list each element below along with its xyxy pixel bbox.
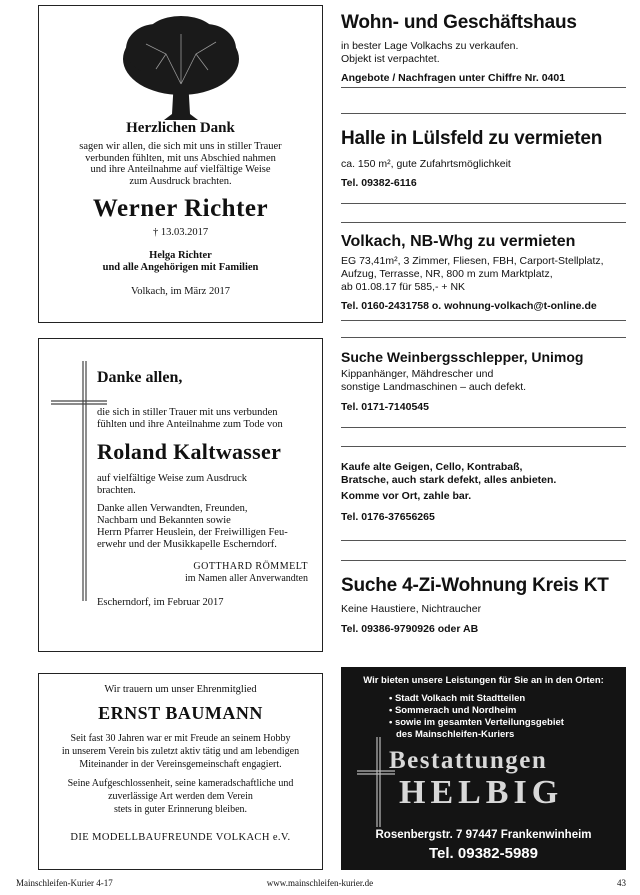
helbig-address: Rosenbergstr. 7 97447 Frankenwinheim [375, 829, 592, 841]
obit1-line: zum Ausdruck brachten. [129, 175, 232, 187]
obituary-roland-kaltwasser [38, 338, 323, 652]
obit2-para-line: brachten. [97, 485, 136, 496]
ad-line: sonstige Landmaschinen – auch defekt. [341, 381, 527, 393]
ad-line: Komme vor Ort, zahle bar. [341, 490, 472, 502]
ad-title: Suche 4-Zi-Wohnung Kreis KT [341, 575, 609, 596]
footer-center: www.mainschleifen-kurier.de [266, 878, 374, 888]
obit3-para-line: Miteinander in der Vereinsgemeinschaft engagiert. [79, 759, 282, 770]
obit2-para-line: Herrn Pfarrer Heuslein, der Freiwilligen Feu- [97, 527, 288, 538]
ad-line: Aufzug, Terrasse, NR, 800 m zum Marktplatz, [341, 268, 553, 280]
helbig-bullet: • sowie im gesamten Verteilungsgebiet [389, 717, 564, 728]
divider [341, 320, 626, 321]
ad-contact: Tel. 0160-2431758 o. wohnung-volkach@t-online.de [341, 300, 597, 312]
obit1-line: und ihre Anteilnahme auf vielfältige Weise [90, 164, 271, 175]
obit1-place: Volkach, im März 2017 [131, 286, 230, 297]
obit3-sign: DIE MODELLBAUFREUNDE VOLKACH e.V. [70, 832, 291, 843]
obit3-para-line: Seine Aufgeschlossenheit, seine kameradschaftliche und [67, 778, 294, 789]
ad-title: Suche Weinbergsschlepper, Unimog [341, 349, 584, 365]
ad-4-zi-wohnung [341, 575, 626, 636]
helbig-ad [341, 667, 626, 870]
divider [341, 87, 626, 88]
ad-contact: Tel. 0171-7140545 [341, 401, 429, 413]
obit2-place: Escherndorf, im Februar 2017 [97, 597, 224, 608]
divider [341, 203, 626, 204]
obit1-name: Werner Richter [92, 195, 269, 222]
obit3-para-line: Seit fast 30 Jahren war er mit Freude an seinem Hobby [70, 733, 291, 744]
divider [341, 540, 626, 541]
obit1-heading: Herzlichen Dank [126, 120, 235, 136]
obit2-para-line: Nachbarn und Bekannten sowie [97, 515, 231, 526]
ad-wohn-geschaeftshaus [341, 12, 626, 85]
ad-line: Bratsche, auch stark defekt, alles anbieten. [341, 474, 557, 486]
ad-title: Volkach, NB-Whg zu vermieten [341, 233, 576, 250]
obit1-family2: und alle Angehörigen mit Familien [102, 262, 259, 273]
ad-title: Halle in Lülsfeld zu vermieten [341, 128, 603, 149]
obit2-sign2: im Namen aller Anverwandten [184, 573, 308, 584]
ad-contact: Angebote / Nachfragen unter Chiffre Nr. 0401 [341, 72, 566, 84]
ad-volkach-whg [341, 233, 626, 313]
ad-title: Wohn- und Geschäftshaus [341, 12, 577, 33]
ad-line: Kaufe alte Geigen, Cello, Kontrabaß, [341, 461, 523, 473]
obit2-para-line: Danke allen Verwandten, Freunden, [97, 503, 248, 514]
obit3-para-line: stets in guter Erinnerung bleiben. [113, 804, 248, 815]
divider [341, 113, 626, 114]
helbig-intro: Wir bieten unsere Leistungen für Sie an in den Orten: [363, 675, 604, 686]
ad-weinbergsschlepper [341, 349, 626, 414]
divider [341, 222, 626, 223]
obit3-para-line: zuverlässige Art werden dem Verein [108, 791, 253, 802]
obituary-ernst-baumann [38, 673, 323, 870]
obit1-date: † 13.03.2017 [152, 227, 209, 238]
ad-line: ca. 150 m², gute Zufahrtsmöglichkeit [341, 158, 511, 170]
obit3-para-line: in unserem Verein bis zuletzt aktiv tätig und am lebendigen [61, 746, 300, 757]
divider [341, 560, 626, 561]
helbig-phone: Tel. 09382-5989 [429, 845, 538, 862]
obit2-para-line: erwehr und der Musikkapelle Escherndorf. [97, 539, 277, 550]
ad-line: Keine Haustiere, Nichtraucher [341, 603, 482, 615]
ad-line: EG 73,41m², 3 Zimmer, Fliesen, FBH, Carport-Stellplatz, [341, 255, 604, 267]
obit1-line: verbunden fühlten, mit uns Abschied nahmen [85, 152, 276, 164]
ad-geigen [341, 461, 626, 524]
obit1-family1: Helga Richter [149, 250, 212, 261]
ad-halle-luelsfeld [341, 128, 626, 190]
ad-contact: Tel. 09382-6116 [341, 177, 417, 189]
helbig-bullet: des Mainschleifen-Kuriers [396, 729, 515, 740]
obit2-para-line: auf vielfältige Weise zum Ausdruck [97, 473, 247, 484]
helbig-word2: HELBIG [399, 774, 564, 811]
obit2-sign1: GOTTHARD RÖMMELT [193, 561, 308, 572]
divider [341, 446, 626, 447]
ad-line: Objekt ist verpachtet. [341, 53, 440, 65]
obit2-heading: Danke allen, [97, 369, 183, 386]
ad-line: ab 01.08.17 für 585,- + NK [341, 281, 466, 293]
divider [341, 427, 626, 428]
ad-contact: Tel. 0176-37656265 [341, 511, 435, 523]
helbig-bullet: • Sommerach und Nordheim [389, 705, 517, 716]
obituary-werner-richter [38, 5, 323, 323]
obit2-name: Roland Kaltwasser [97, 439, 282, 464]
footer-left: Mainschleifen-Kurier 4-17 [16, 878, 113, 888]
footer-right: 43 [617, 878, 626, 888]
helbig-word1: Bestattungen [389, 747, 548, 774]
tree-icon [116, 14, 246, 122]
obit3-name: ERNST BAUMANN [98, 703, 263, 723]
obit2-intro-line: fühlten und ihre Anteilnahme zum Tode von [97, 419, 283, 430]
divider [341, 337, 626, 338]
helbig-bullet: • Stadt Volkach mit Stadtteilen [389, 693, 526, 704]
obit2-intro-line: die sich in stiller Trauer mit uns verbunden [97, 407, 278, 418]
ad-line: Kippanhänger, Mähdrescher und [341, 368, 494, 380]
ad-line: in bester Lage Volkachs zu verkaufen. [341, 40, 519, 52]
ad-contact: Tel. 09386-9790926 oder AB [341, 623, 479, 635]
obit1-line: sagen wir allen, die sich mit uns in stiller Trauer [79, 141, 282, 152]
obit3-heading: Wir trauern um unser Ehrenmitglied [104, 684, 257, 695]
